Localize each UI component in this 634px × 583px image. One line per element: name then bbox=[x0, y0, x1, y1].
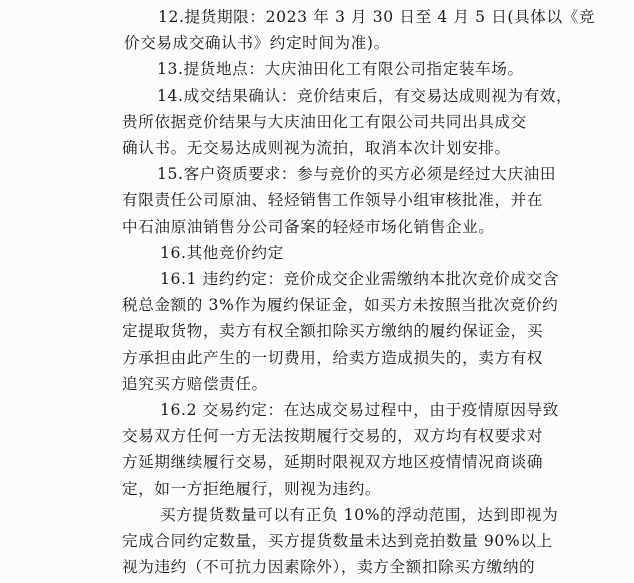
text-line: 贵所依据竞价结果与大庆油田化工有限公司共同出具成交 bbox=[122, 112, 527, 131]
text-line: 价交易成交确认书》约定时间为准)。 bbox=[124, 34, 390, 53]
text-line: 定，如一方拒绝履行，则视为违约。 bbox=[122, 479, 382, 498]
text-line: 13.提货地点：大庆油田化工有限公司指定装车场。 bbox=[157, 60, 524, 79]
text-line: 12.提货期限：2023 年 3 月 30 日至 4 月 5 日(具体以《竞 bbox=[158, 8, 596, 26]
text-line: 定提取货物，卖方有权全额扣除买方缴纳的履约保证金，买 bbox=[122, 322, 544, 341]
text-line: 方延期继续履行交易，延期时限视双方地区疫情情况商谈确 bbox=[122, 453, 544, 472]
text-line: 完成合同约定数量，买方提货数量未达到竞拍数量 90%以上 bbox=[122, 532, 553, 550]
text-line: 14.成交结果确认：竞价结束后，有交易达成则视为有效， bbox=[157, 86, 573, 105]
text-line: 16.2 交易约定：在达成交易过程中，由于疫情原因导致 bbox=[160, 401, 559, 419]
text-line: 有限责任公司原油、轻烃销售工作领导小组审核批准，并在 bbox=[122, 191, 544, 210]
text-line: 确认书。无交易达成则视为流拍，取消本次计划安排。 bbox=[122, 139, 511, 157]
text-line: 方承担由此产生的一切费用，给卖方造成损失的，卖方有权 bbox=[122, 348, 544, 367]
text-line: 视为违约（不可抗力因素除外），卖方全额扣除买方缴纳的 bbox=[122, 558, 536, 577]
text-line: 16.1 违约约定：竞价成交企业需缴纳本批次竞价成交含 bbox=[160, 270, 559, 288]
text-line: 15.客户资质要求：参与竞价的买方必须是经过大庆油田 bbox=[157, 165, 557, 184]
text-line: 追究买方赔偿责任。 bbox=[122, 374, 268, 393]
text-line: 买方提货数量可以有正负 10%的浮动范围，达到即视为 bbox=[160, 505, 559, 524]
text-line: 税总金额的 3%作为履约保证金，如买方未按照当批次竞价约 bbox=[122, 296, 559, 315]
section-heading: 16.其他竞价约定 bbox=[160, 243, 284, 262]
text-line: 中石油原油销售分公司备案的轻烃市场化销售企业。 bbox=[122, 217, 495, 236]
text-line: 交易双方任何一方无法按期履行交易的，双方均有权要求对 bbox=[122, 427, 544, 446]
